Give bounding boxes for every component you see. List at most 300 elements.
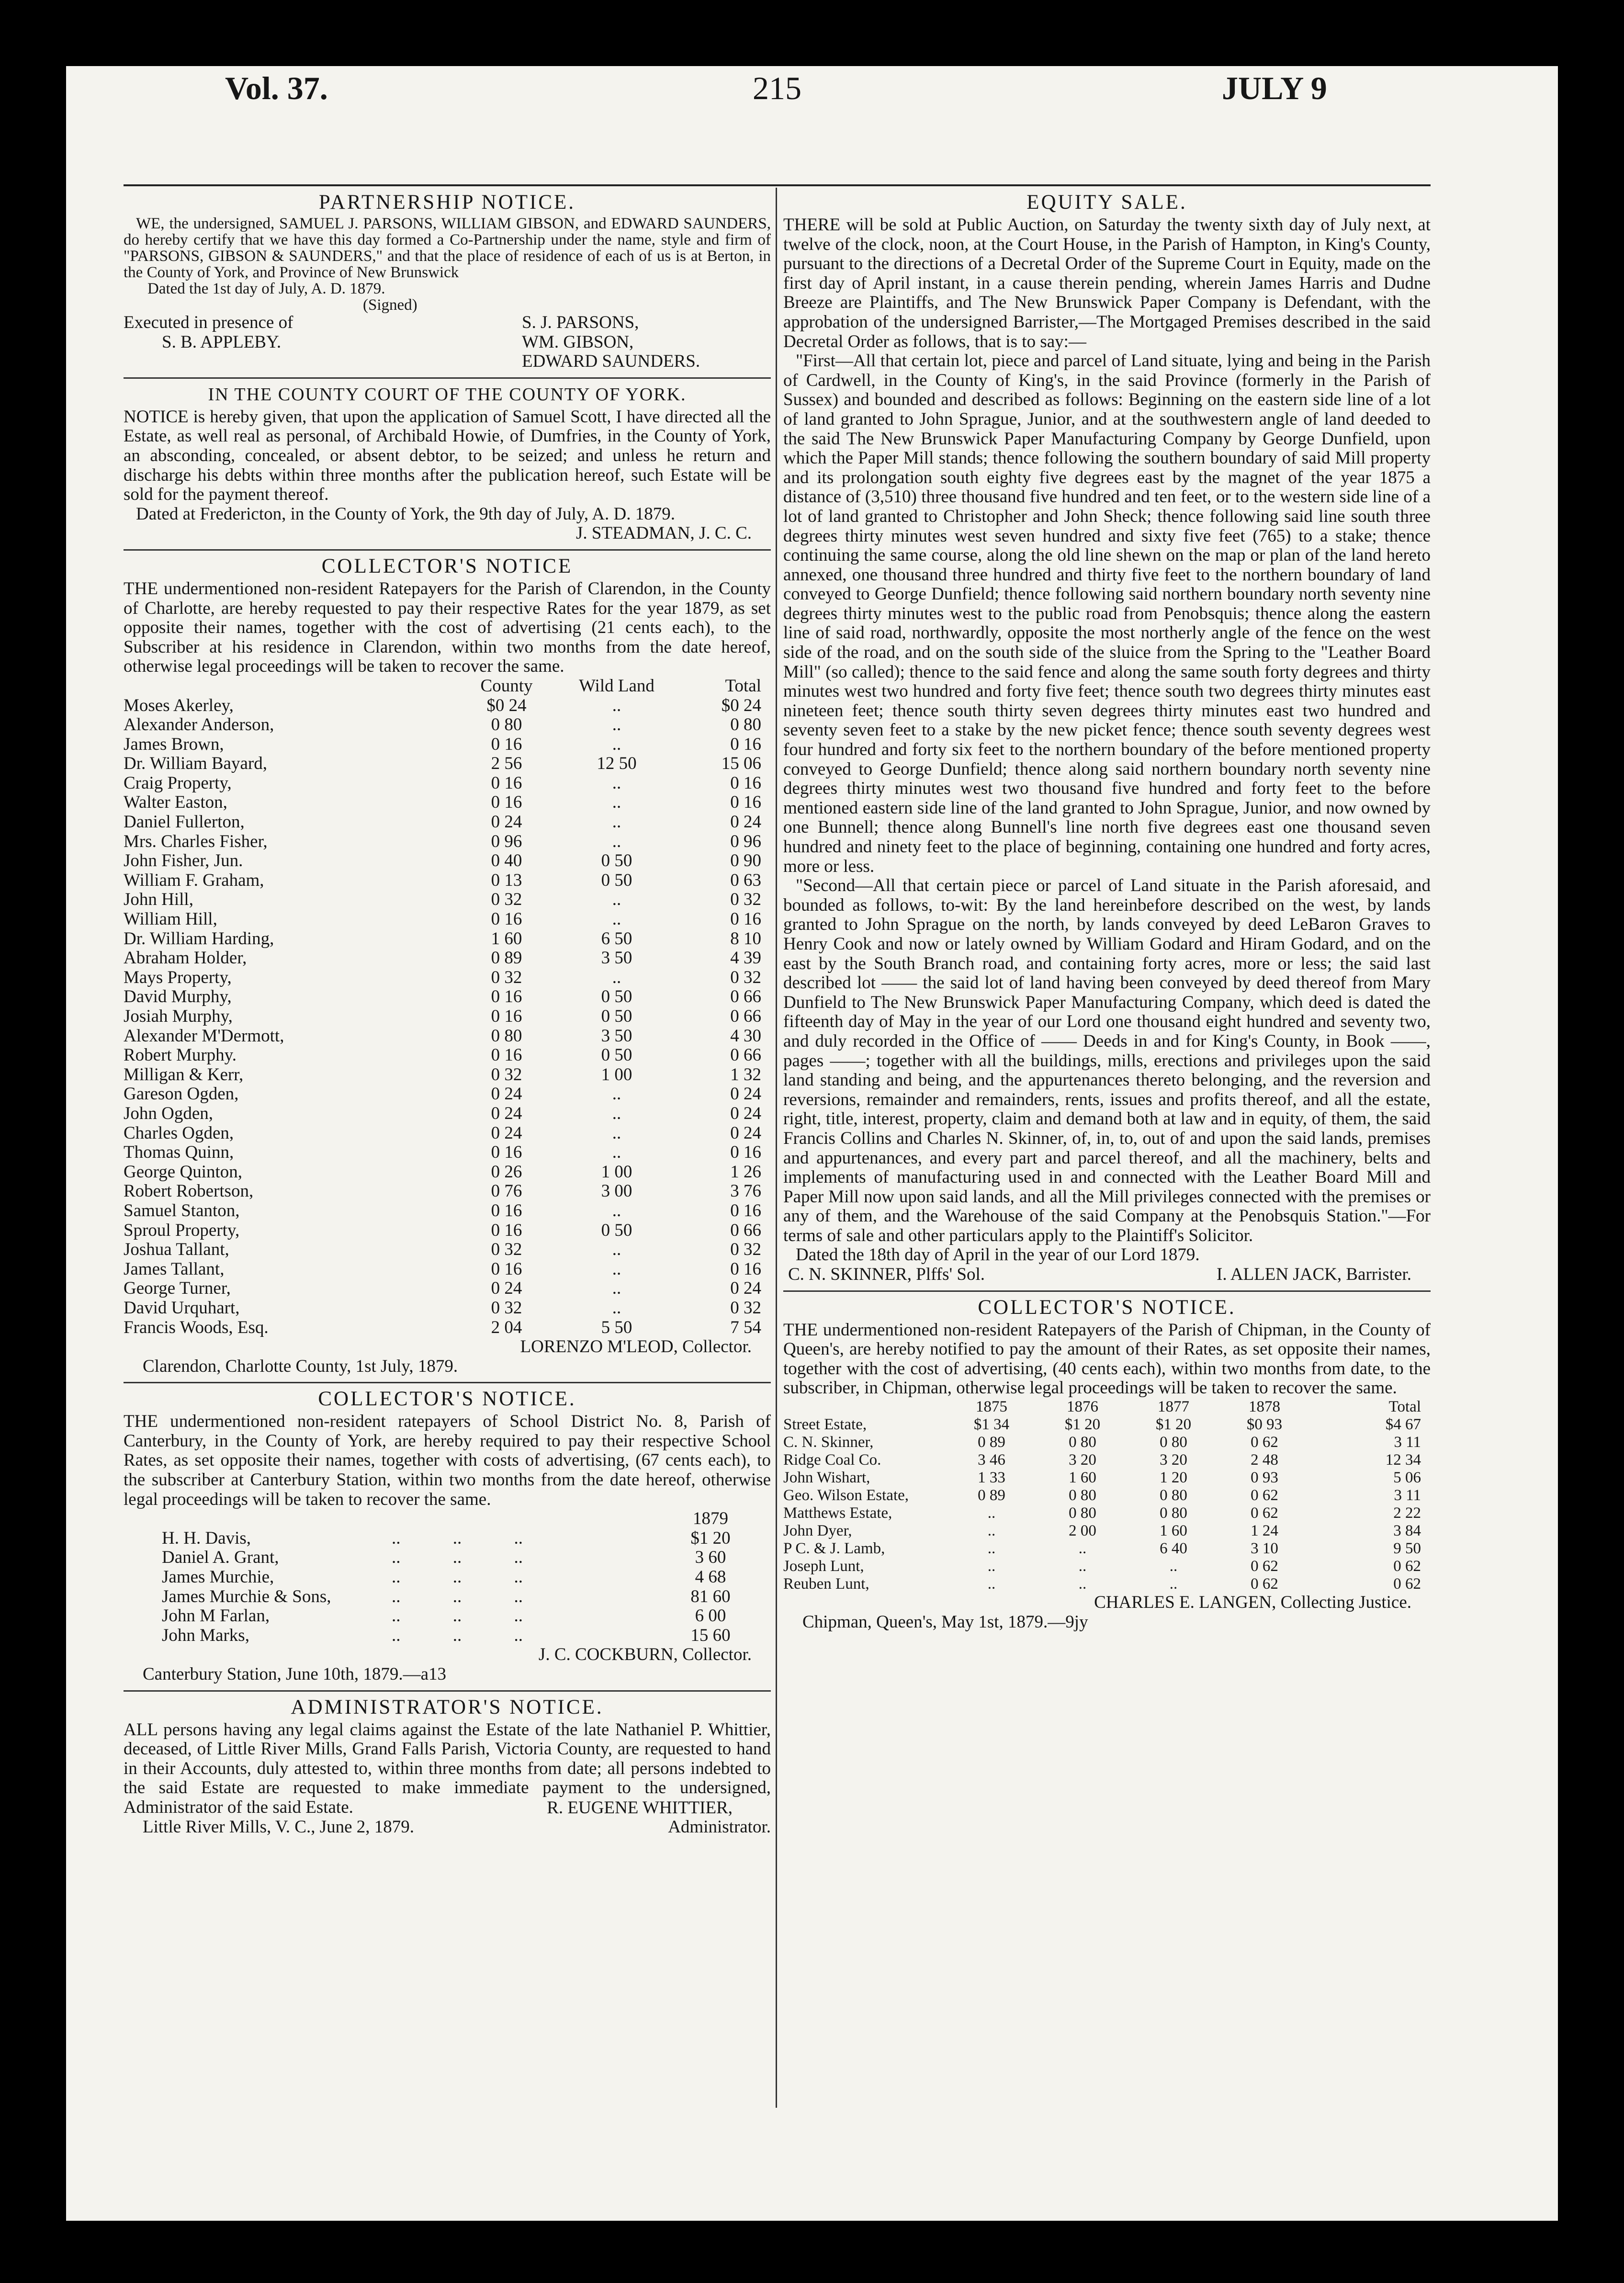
rate-1876: 0 80 (1069, 1487, 1096, 1504)
rate-1875: $1 34 (973, 1416, 1010, 1434)
administrator-role: Administrator. (668, 1817, 771, 1837)
county-rate: 0 26 (491, 1162, 522, 1182)
total-rate: 0 96 (730, 831, 761, 851)
rate-1877: 1 60 (1160, 1522, 1187, 1540)
rate-1876: .. (1078, 1558, 1087, 1575)
volume-number: Vol. 37. (225, 70, 328, 106)
col-header-1875: 1875 (976, 1398, 1007, 1416)
year-header: 1879 (693, 1509, 728, 1529)
wild-land-rate: .. (612, 695, 621, 715)
county-rate: $0 24 (486, 695, 527, 715)
ratepayer-name: Walter Easton, (124, 792, 227, 813)
school-rate: $1 20 (690, 1528, 731, 1548)
table-row (783, 1522, 1431, 1540)
equity-sale-notice (783, 192, 1431, 1285)
ratepayer-name: Joseph Lunt, (783, 1558, 864, 1575)
total-rate: 3 11 (1394, 1434, 1421, 1451)
ratepayer-name: Joshua Tallant, (124, 1240, 229, 1260)
wild-land-rate: .. (612, 1123, 621, 1143)
county-rate: 0 16 (491, 773, 522, 793)
collector1-signature: LORENZO M'LEOD, Collector. (520, 1337, 752, 1357)
rate-1875: .. (987, 1558, 996, 1575)
table-row (124, 890, 771, 910)
page-number: 215 (753, 70, 801, 106)
wild-land-rate: 0 50 (601, 1045, 632, 1065)
ratepayer-name: Sproul Property, (124, 1220, 240, 1240)
col-header-wild-land: Wild Land (579, 676, 654, 696)
collector3-body: THE undermentioned non-resident Ratepayers of the Parish of Chipman, in the County of Queen's, are hereby notified to pay the amount of their Rates, as set opposite their names, together with the cost of advertising, (40 cents each), within two months from date, to the subscriber, in Chipman, otherwise legal proceedings will be taken to recover the same. (783, 1320, 1431, 1398)
leader-dots: .. .. .. (392, 1606, 523, 1626)
county-rate: 2 56 (491, 754, 522, 774)
rate-1877: 1 20 (1160, 1469, 1187, 1487)
county-rate: 0 80 (491, 715, 522, 735)
rate-1876: 0 80 (1069, 1434, 1096, 1451)
county-rate: 0 40 (491, 851, 522, 871)
table-row (124, 929, 771, 949)
school-rate: 15 60 (690, 1625, 731, 1645)
wild-land-rate: 6 50 (601, 928, 632, 949)
col-header-1876: 1876 (1067, 1398, 1098, 1416)
county-rate: 2 04 (491, 1317, 522, 1337)
issue-date: JULY 9 (1222, 70, 1327, 106)
ratepayer-cell (124, 1529, 650, 1548)
ratepayer-name: David Urquhart, (124, 1298, 240, 1318)
ratepayer-name: John Fisher, Jun. (124, 851, 243, 871)
collector-notice-clarendon (124, 555, 771, 1376)
ratepayer-name: Geo. Wilson Estate, (783, 1487, 909, 1504)
total-rate: 0 24 (730, 1103, 761, 1123)
table-row (124, 696, 771, 716)
column-divider (776, 188, 777, 2108)
table-row (124, 715, 771, 735)
table-row (124, 1318, 771, 1338)
wild-land-rate: .. (612, 1103, 621, 1123)
total-rate: 0 62 (1393, 1575, 1421, 1593)
administrator-place: Little River Mills, V. C., June 2, 1879. (143, 1817, 415, 1837)
collector2-title: COLLECTOR'S NOTICE. (318, 1388, 576, 1411)
county-court-signature: J. STEADMAN, J. C. C. (576, 523, 752, 543)
wild-land-rate: .. (612, 1298, 621, 1318)
wild-land-rate: .. (612, 1084, 621, 1104)
total-rate: 2 22 (1393, 1504, 1421, 1522)
ratepayer-name: James Brown, (124, 734, 224, 754)
school-rate: 4 68 (695, 1567, 726, 1587)
table-row (124, 1548, 771, 1568)
collector-notice-chipman (783, 1297, 1431, 1632)
table-row (124, 813, 771, 832)
rate-1875: 0 89 (978, 1434, 1005, 1451)
ratepayer-cell (124, 1606, 650, 1626)
ratepayer-name: Ridge Coal Co. (783, 1451, 881, 1469)
rate-1875: 1 33 (978, 1469, 1005, 1487)
ratepayer-name: Milligan & Kerr, (124, 1064, 244, 1085)
equity-barrister: I. ALLEN JACK, Barrister. (1217, 1265, 1411, 1285)
ratepayer-cell (124, 1587, 650, 1607)
ratepayer-name: Charles Ogden, (124, 1123, 234, 1143)
table-row (124, 1299, 771, 1318)
clarendon-rates-table (124, 677, 771, 1337)
ratepayer-name: Samuel Stanton, (124, 1200, 240, 1221)
rate-1876: 1 60 (1069, 1469, 1096, 1487)
rate-1877: 3 20 (1160, 1451, 1187, 1469)
collector-notice-canterbury (124, 1388, 771, 1684)
county-rate: 0 24 (491, 812, 522, 832)
county-rate: 1 60 (491, 928, 522, 949)
total-rate: 5 06 (1393, 1469, 1421, 1487)
table-row (124, 1587, 771, 1607)
table-row (124, 1606, 771, 1626)
total-rate: 0 16 (730, 734, 761, 754)
collector2-body: THE undermentioned non-resident ratepayers of School District No. 8, Parish of Canterbury, in the County of York, are hereby required to pay their respective School Rates, as set opposite their names, together with costs of advertising, (67 cents each), to the subscriber at Canterbury Station, within two months from the date hereof, otherwise legal proceedings will be taken to recover the same. (124, 1412, 771, 1509)
signer-gibson: WM. GIBSON, (522, 332, 634, 352)
wild-land-rate: 0 50 (601, 1220, 632, 1240)
rate-1878: 3 10 (1251, 1540, 1278, 1558)
county-rate: 0 16 (491, 734, 522, 754)
total-rate: 0 24 (730, 1278, 761, 1299)
table-row (783, 1540, 1431, 1558)
total-rate: 0 24 (730, 1123, 761, 1143)
school-rate: 3 60 (695, 1548, 726, 1568)
wild-land-rate: .. (612, 773, 621, 793)
rate-1875: .. (987, 1575, 996, 1593)
ratepayer-name: Matthews Estate, (783, 1504, 892, 1522)
leader-dots: .. .. .. (392, 1528, 523, 1548)
wild-land-rate: .. (612, 1200, 621, 1221)
rate-1878: 1 24 (1251, 1522, 1278, 1540)
wild-land-rate: 5 50 (601, 1317, 632, 1337)
ratepayer-name: George Turner, (124, 1278, 231, 1299)
rate-1876: 2 00 (1069, 1522, 1096, 1540)
table-row (124, 1046, 771, 1065)
witness-name: S. B. APPLEBY. (162, 332, 282, 352)
table-row (124, 949, 771, 968)
wild-land-rate: .. (612, 909, 621, 929)
ratepayer-name: Gareson Ogden, (124, 1084, 239, 1104)
ratepayer-name: John Ogden, (124, 1103, 214, 1123)
table-row (124, 1027, 771, 1046)
county-rate: 0 24 (491, 1278, 522, 1299)
county-rate: 0 16 (491, 987, 522, 1007)
table-row (124, 754, 771, 774)
total-rate: 7 54 (730, 1317, 761, 1337)
header-rule (124, 184, 1431, 186)
administrator-notice (124, 1696, 771, 1837)
table-row (124, 987, 771, 1007)
leader-dots: .. .. .. (392, 1586, 523, 1606)
total-rate: 3 84 (1393, 1522, 1421, 1540)
ratepayer-name: Francis Woods, Esq. (124, 1317, 269, 1337)
total-rate: 0 16 (730, 909, 761, 929)
school-rate: 81 60 (690, 1586, 731, 1606)
rate-1878: 0 93 (1251, 1469, 1278, 1487)
total-rate: 0 90 (730, 851, 761, 871)
rate-1878: 0 62 (1251, 1434, 1278, 1451)
table-row (783, 1487, 1431, 1504)
total-rate: 0 66 (730, 1220, 761, 1240)
table-row (124, 1279, 771, 1299)
county-rate: 0 24 (491, 1084, 522, 1104)
wild-land-rate: .. (612, 967, 621, 987)
total-rate: 4 39 (730, 948, 761, 968)
ratepayer-name: James Murchie, (162, 1567, 274, 1587)
partnership-title: PARTNERSHIP NOTICE. (318, 191, 576, 214)
wild-land-rate: 0 50 (601, 851, 632, 871)
table-row (783, 1504, 1431, 1522)
total-rate: 0 16 (730, 1142, 761, 1163)
table-row (783, 1416, 1431, 1434)
equity-solicitor: C. N. SKINNER, Plffs' Sol. (788, 1265, 985, 1285)
ratepayer-name: H. H. Davis, (162, 1528, 251, 1548)
separator (124, 1382, 771, 1383)
administrator-body: ALL persons having any legal claims against the Estate of the late Nathaniel P. Whittier, deceased, of Little River Mills, Grand Falls Parish, Victoria County, are requested to hand in their Accounts, duly attested to, within three months from date; all persons indebted to the said Estate are requested to make immediate payment to the undersigned, Administrator of the said Estate. (124, 1719, 771, 1817)
ratepayer-name: Moses Akerley, (124, 695, 234, 715)
wild-land-rate: 1 00 (601, 1064, 632, 1085)
total-rate: 0 66 (730, 1045, 761, 1065)
school-rate: 6 00 (695, 1606, 726, 1626)
table-row (124, 851, 771, 871)
separator (124, 549, 771, 551)
ratepayer-name: William F. Graham, (124, 870, 264, 890)
rate-1877: 0 80 (1160, 1504, 1187, 1522)
county-rate: 0 96 (491, 831, 522, 851)
wild-land-rate: .. (612, 890, 621, 910)
county-rate: 0 76 (491, 1181, 522, 1201)
rate-1878: 0 62 (1251, 1487, 1278, 1504)
county-rate: 0 16 (491, 792, 522, 813)
county-court-dated: Dated at Fredericton, in the County of York, the 9th day of July, A. D. 1879. (136, 504, 675, 524)
total-rate: 0 24 (730, 812, 761, 832)
total-rate: 0 16 (730, 773, 761, 793)
ratepayer-cell (124, 1568, 650, 1587)
rate-1878: $0 93 (1246, 1416, 1283, 1434)
collector1-title: COLLECTOR'S NOTICE (321, 554, 573, 577)
table-row (124, 871, 771, 891)
total-rate: 0 63 (730, 870, 761, 890)
ratepayer-name: Josiah Murphy, (124, 1006, 233, 1026)
rate-1877: 6 40 (1160, 1540, 1187, 1558)
ratepayer-name: William Hill, (124, 909, 217, 929)
table-row (124, 793, 771, 813)
collector1-place: Clarendon, Charlotte County, 1st July, 1879. (143, 1356, 458, 1376)
rate-1875: 0 89 (978, 1487, 1005, 1504)
county-rate: 0 24 (491, 1103, 522, 1123)
ratepayer-name: George Quinton, (124, 1162, 242, 1182)
separator (783, 1290, 1431, 1292)
table-row (124, 1065, 771, 1085)
table-row (124, 1104, 771, 1124)
table-row (783, 1434, 1431, 1451)
county-rate: 0 16 (491, 1200, 522, 1221)
rate-1876: .. (1078, 1575, 1087, 1593)
ratepayer-cell (124, 1548, 650, 1568)
ratepayer-cell (124, 1626, 650, 1646)
rate-1876: $1 20 (1064, 1416, 1101, 1434)
county-court-body: NOTICE is hereby given, that upon the application of Samuel Scott, I have directed all the Estate, as well real as personal, of Archibald Howie, of Dumfries, in the County of York, an absconding, concealed, or absent debtor, to be seized; and unless he return and discharge his debts within three months after the publication hereof, such Estate will be sold for the payment thereof. (124, 407, 771, 505)
equity-title: EQUITY SALE. (1026, 191, 1187, 214)
total-rate: 0 16 (730, 792, 761, 813)
col-header-1877: 1877 (1158, 1398, 1189, 1416)
county-rate: 0 32 (491, 1298, 522, 1318)
table-row (783, 1575, 1431, 1593)
total-rate: 0 32 (730, 890, 761, 910)
county-rate: 0 16 (491, 1006, 522, 1026)
wild-land-rate: .. (612, 1278, 621, 1299)
ratepayer-name: James Tallant, (124, 1259, 225, 1279)
rate-1877: 0 80 (1160, 1434, 1187, 1451)
total-rate: 0 24 (730, 1084, 761, 1104)
ratepayer-name: Dr. William Harding, (124, 928, 274, 949)
rate-1875: 3 46 (978, 1451, 1005, 1469)
table-row (124, 1182, 771, 1201)
wild-land-rate: .. (612, 1240, 621, 1260)
ratepayer-name: Robert Robertson, (124, 1181, 254, 1201)
ratepayer-name: Thomas Quinn, (124, 1142, 234, 1163)
wild-land-rate: .. (612, 812, 621, 832)
total-rate: 12 34 (1385, 1451, 1421, 1469)
table-row (124, 774, 771, 793)
right-column (783, 192, 1431, 1632)
table-row (124, 1085, 771, 1104)
wild-land-rate: 12 50 (597, 754, 637, 774)
table-row (124, 1529, 771, 1548)
signer-saunders: EDWARD SAUNDERS. (522, 351, 700, 372)
partnership-body: WE, the undersigned, SAMUEL J. PARSONS, WILLIAM GIBSON, and EDWARD SAUNDERS, do hereby certify that we have this day formed a Co-Partnership under the name, style and firm of "PARSONS, GIBSON & SAUNDERS," and that the place of residence of each of us is at Berton, in the County of York, and Province of New Brunswick (124, 215, 771, 281)
ratepayer-name: David Murphy, (124, 987, 232, 1007)
county-rate: 0 16 (491, 1142, 522, 1163)
ratepayer-name: Mays Property, (124, 967, 232, 987)
table-row (124, 968, 771, 988)
table-row (124, 832, 771, 852)
ratepayer-name: John Marks, (162, 1625, 249, 1645)
rate-1876: .. (1078, 1540, 1087, 1558)
rate-1877: .. (1169, 1575, 1178, 1593)
wild-land-rate: .. (612, 792, 621, 813)
table-row (124, 1007, 771, 1027)
wild-land-rate: 0 50 (601, 1006, 632, 1026)
total-rate: 9 50 (1393, 1540, 1421, 1558)
leader-dots: .. .. .. (392, 1625, 523, 1645)
rate-1877: 0 80 (1160, 1487, 1187, 1504)
table-row (124, 1201, 771, 1221)
county-rate: 0 32 (491, 967, 522, 987)
collector3-title: COLLECTOR'S NOTICE. (978, 1296, 1236, 1319)
ratepayer-name: John Wishart, (783, 1469, 870, 1487)
wild-land-rate: .. (612, 715, 621, 735)
col-header-county: County (480, 676, 533, 696)
rate-1877: .. (1169, 1558, 1178, 1575)
county-rate: 0 16 (491, 1220, 522, 1240)
rate-1877: $1 20 (1155, 1416, 1192, 1434)
wild-land-rate: 0 50 (601, 870, 632, 890)
ratepayer-name: P C. & J. Lamb, (783, 1540, 885, 1558)
county-rate: 0 24 (491, 1123, 522, 1143)
ratepayer-name: Reuben Lunt, (783, 1575, 869, 1593)
rate-1876: 0 80 (1069, 1504, 1096, 1522)
county-rate: 0 80 (491, 1026, 522, 1046)
ratepayer-name: Alexander Anderson, (124, 715, 274, 735)
partnership-notice (124, 192, 771, 372)
table-row (124, 1163, 771, 1182)
table-row (124, 1260, 771, 1279)
county-rate: 0 16 (491, 1259, 522, 1279)
ratepayer-name: Craig Property, (124, 773, 232, 793)
wild-land-rate: 3 50 (601, 1026, 632, 1046)
total-rate: 15 06 (721, 754, 761, 774)
ratepayer-name: James Murchie & Sons, (162, 1586, 331, 1606)
collector2-signature: J. C. COCKBURN, Collector. (538, 1645, 752, 1665)
table-row (124, 1124, 771, 1143)
rate-1875: .. (987, 1522, 996, 1540)
table-row (124, 735, 771, 755)
county-court-title: IN THE COUNTY COURT OF THE COUNTY OF YORK. (208, 384, 687, 405)
administrator-signature: R. EUGENE WHITTIER, (547, 1797, 733, 1818)
total-rate: 0 32 (730, 1240, 761, 1260)
rate-1878: 0 62 (1251, 1575, 1278, 1593)
total-rate: 0 66 (730, 987, 761, 1007)
separator (124, 377, 771, 379)
table-row (124, 1143, 771, 1163)
equity-second-lot: "Second—All that certain piece or parcel of Land situate in the Parish aforesaid, and bounded as follows, to-wit: By the land hereinbefore described on the west, by lands granted to John Sprague on the north, by lands conveyed by deed LeBaron Graves to Henry Cook and now or lately owned by William Godard and Hiram Godard, and on the east by the South Branch road, and containing forty acres, more or less; the said last described lot —— the said lot of land having been conveyed by deed thereof from Mary Dunfield to The New Brunswick Paper Manufacturing Company, which deed is dated the fifteenth day of May in the year of our Lord one thousand eight hundred and seventy two, and duly recorded in the Office of —— Deeds in and for King's County, in Book ——, pages ——; together with all the buildings, mills, erections and privileges upon the said land standing and being, and the appurtenances thereto belonging, and the reversion and reversions, remainder and remainders, rents, issues and profits thereof, and all the estate, right, title, interest, property, claim and demand both at law and in equity, of them, the said Francis Collins and Charles N. Skinner, of, in, to, out of and upon the said lands, premises and appurtenances, and every part and parcel thereof, and all the machinery, belts and implements of manufacturing used in and connected with the Leather Board Mill and Paper Mill now upon said lands, and all the Mill privileges connected with the premises or any of them, and the Warehouse of the said Company at the Penobsquis Station."—For terms of sale and other particulars apply to the Plaintiff's Solicitor. (783, 876, 1431, 1245)
county-rate: 0 32 (491, 1240, 522, 1260)
total-rate: $4 67 (1385, 1416, 1421, 1434)
wild-land-rate: .. (612, 734, 621, 754)
rate-1878: 2 48 (1251, 1451, 1278, 1469)
wild-land-rate: 3 50 (601, 948, 632, 968)
canterbury-rates-table (124, 1509, 771, 1645)
col-header-total: Total (1388, 1398, 1421, 1416)
administrator-title: ADMINISTRATOR'S NOTICE. (291, 1695, 604, 1718)
total-rate: 4 30 (730, 1026, 761, 1046)
equity-dated: Dated the 18th day of April in the year of our Lord 1879. (796, 1245, 1200, 1265)
chipman-rates-table (783, 1398, 1431, 1593)
wild-land-rate: .. (612, 1142, 621, 1163)
total-rate: $0 24 (721, 695, 761, 715)
total-rate: 1 26 (730, 1162, 761, 1182)
left-column (124, 192, 771, 1837)
county-rate: 0 16 (491, 1045, 522, 1065)
table-row (124, 910, 771, 929)
collector1-body: THE undermentioned non-resident Ratepayers for the Parish of Clarendon, in the County of Charlotte, are hereby requested to pay their respective Rates for the year 1879, as set opposite their names, together with the cost of advertising (21 cents each), to the Subscriber at his residence in Clarendon, within two months from the date hereof, otherwise legal proceedings will be taken to recover the same. (124, 578, 771, 677)
total-rate: 0 80 (730, 715, 761, 735)
col-header-total: Total (725, 676, 761, 696)
ratepayer-name: John M Farlan, (162, 1606, 270, 1626)
partnership-dated: Dated the 1st day of July, A. D. 1879. (147, 280, 385, 297)
county-rate: 0 16 (491, 909, 522, 929)
total-rate: 3 11 (1394, 1487, 1421, 1504)
wild-land-rate: .. (612, 831, 621, 851)
rate-1878: 0 62 (1251, 1558, 1278, 1575)
county-rate: 0 32 (491, 1064, 522, 1085)
collector2-place: Canterbury Station, June 10th, 1879.—a13 (143, 1664, 447, 1684)
rate-1876: 3 20 (1069, 1451, 1096, 1469)
table-row (783, 1469, 1431, 1487)
ratepayer-name: Abraham Holder, (124, 948, 247, 968)
ratepayer-name: John Hill, (124, 890, 193, 910)
collector3-signature: CHARLES E. LANGEN, Collecting Justice. (1094, 1593, 1411, 1613)
col-header-1878: 1878 (1249, 1398, 1280, 1416)
county-rate: 0 13 (491, 870, 522, 890)
leader-dots: .. .. .. (392, 1567, 523, 1587)
table-row (783, 1451, 1431, 1469)
executed-label: Executed in presence of (124, 313, 293, 332)
table-row (124, 1568, 771, 1587)
ratepayer-name: Daniel Fullerton, (124, 812, 245, 832)
equity-intro: THERE will be sold at Public Auction, on Saturday the twenty sixth day of July next, at twelve of the clock, noon, at the Court House, in the Parish of Hampton, in King's County, pursuant to the directions of a Decretal Order of the Supreme Court in Equity, made on the first day of April instant, in a cause therein pending, wherein James Harris and Dudne Breeze are Plaintiffs, and The New Brunswick Paper Company is Defendant, with the approbation of the undersigned Barrister,—The Mortgaged Premises described in the said Decretal Order as follows, that is to say:— (783, 215, 1431, 351)
county-rate: 0 32 (491, 890, 522, 910)
total-rate: 3 76 (730, 1181, 761, 1201)
ratepayer-name: Daniel A. Grant, (162, 1548, 279, 1568)
ratepayer-name: John Dyer, (783, 1522, 852, 1540)
